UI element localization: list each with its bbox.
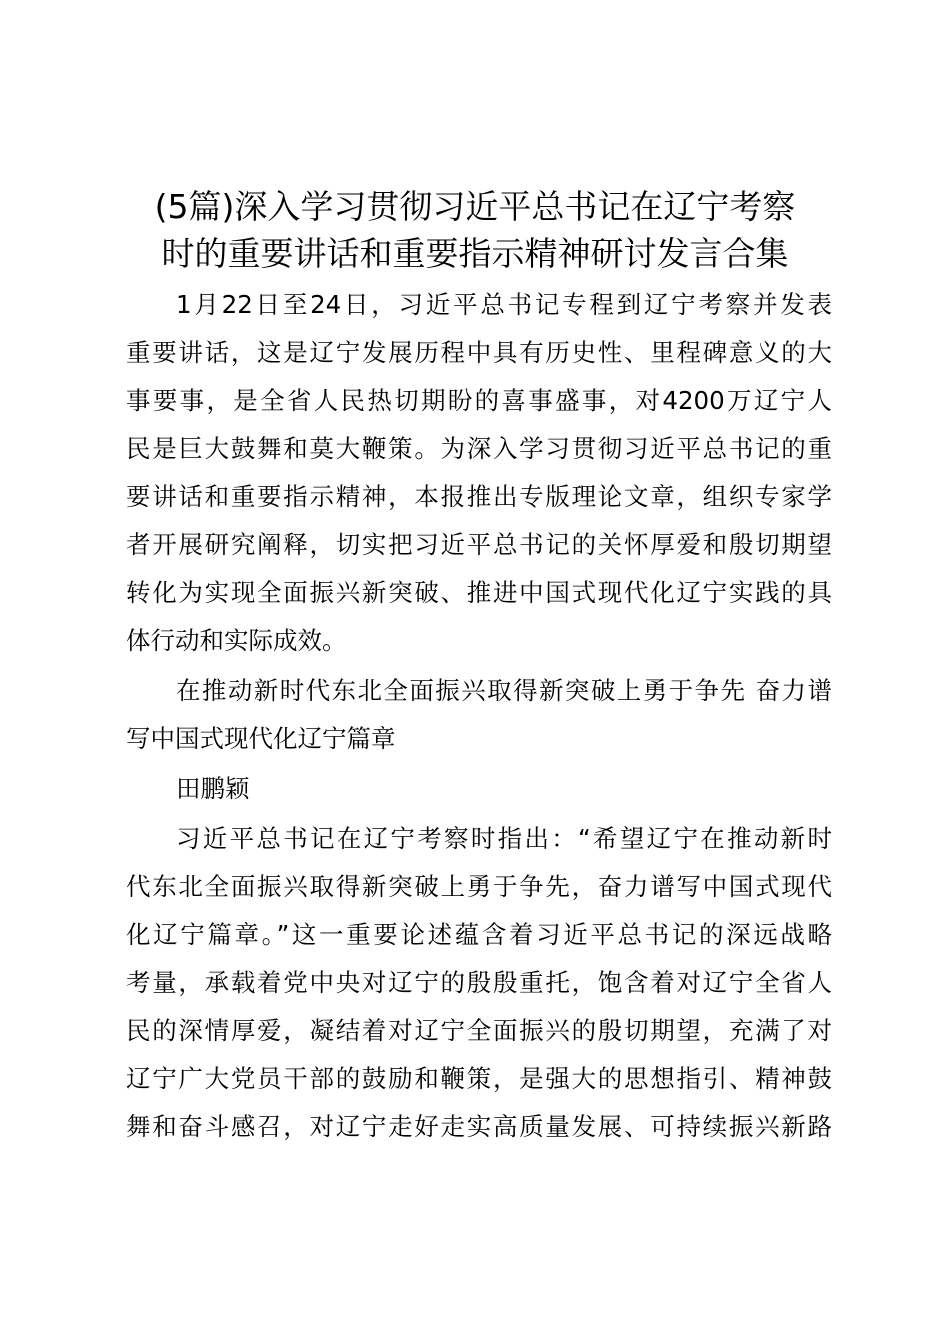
text-line: 考量，承载着党中央对辽宁的殷殷重托，饱含着对辽宁全省人 (126, 968, 832, 997)
document-body (126, 281, 832, 1151)
text-line: 体行动和实际成效。 (126, 626, 347, 655)
paragraph-intro (126, 281, 832, 665)
article-headline (126, 667, 832, 763)
text-line: 民是巨大鼓舞和莫大鞭策。为深入学习贯彻习近平总书记的重 (126, 434, 832, 463)
text-line: 要讲话和重要指示精神，本报推出专版理论文章，组织专家学 (126, 482, 832, 511)
text-line: 重要讲话，这是辽宁发展历程中具有历史性、里程碑意义的大 (126, 338, 832, 367)
text-line: 化辽宁篇章。”这一重要论述蕴含着习近平总书记的深远战略 (126, 920, 832, 949)
title-line: 时的重要讲话和重要指示精神研讨发言合集 (161, 234, 789, 273)
article-body-paragraph (126, 815, 832, 1151)
text-line: 写中国式现代化辽宁篇章 (126, 724, 396, 753)
text-line: 辽宁广大党员干部的鼓励和鞭策，是强大的思想指引、精神鼓 (126, 1064, 832, 1093)
article-author (126, 765, 832, 813)
text-line: 事要事，是全省人民热切期盼的喜事盛事，对4200万辽宁人 (126, 386, 832, 415)
text-line: 民的深情厚爱，凝结着对辽宁全面振兴的殷切期望，充满了对 (126, 1016, 832, 1045)
author-name: 田鹏颖 (176, 774, 250, 803)
text-line: 者开展研究阐释，切实把习近平总书记的关怀厚爱和殷切期望 (126, 530, 832, 559)
text-line: 代东北全面振兴取得新突破上勇于争先，奋力谱写中国式现代 (126, 872, 832, 901)
text-line: 舞和奋斗感召，对辽宁走好走实高质量发展、可持续振兴新路 (126, 1112, 832, 1141)
text-line: 习近平总书记在辽宁考察时指出：“希望辽宁在推动新时 (176, 824, 832, 853)
text-line: 在推动新时代东北全面振兴取得新突破上勇于争先 奋力谱 (176, 676, 832, 705)
text-line: 转化为实现全面振兴新突破、推进中国式现代化辽宁实践的具 (126, 578, 832, 607)
title-line: (5篇)深入学习贯彻习近平总书记在辽宁考察 (154, 187, 796, 226)
document-title (120, 183, 830, 277)
text-line: 1月22日至24日，习近平总书记专程到辽宁考察并发表 (176, 290, 832, 319)
